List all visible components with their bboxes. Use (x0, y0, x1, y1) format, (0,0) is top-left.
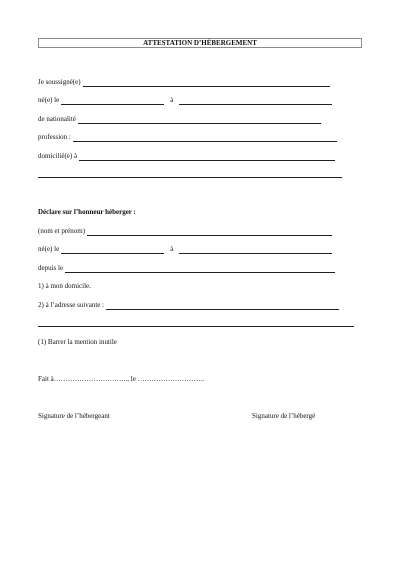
lieu-naissance-field[interactable] (179, 97, 332, 105)
profession-field[interactable] (73, 134, 337, 142)
soussigne-row (38, 78, 330, 87)
nationalite-row (38, 115, 321, 124)
mention-note: (1) Barrer la mention inutile (38, 338, 117, 346)
document-title: ATTESTATION D’HÉBERGEMENT (38, 38, 362, 48)
domicile-extra-line[interactable] (38, 177, 342, 178)
depuis-label: depuis le (38, 264, 64, 272)
a-label: à (170, 96, 174, 104)
adresse-row (38, 301, 339, 310)
nom-prenom-label: (nom et prénom) (38, 227, 86, 235)
heberge-naissance-row (38, 245, 332, 254)
soussigne-label: Je soussigné(e) (38, 78, 81, 86)
naissance-row (38, 96, 332, 105)
heberge-lieu-naissance-field[interactable] (179, 246, 332, 254)
domicile-row (38, 152, 335, 161)
heberge-ne-le-label: né(e) le (38, 245, 60, 253)
depuis-row (38, 264, 335, 273)
signature-hebergeant: Signature de l’hébergeant (38, 412, 110, 420)
date-naissance-field[interactable] (61, 97, 164, 105)
depuis-field[interactable] (65, 265, 335, 273)
nom-prenom-field[interactable] (87, 228, 332, 236)
heberge-a-label: à (170, 245, 174, 253)
domicile-field[interactable] (79, 153, 335, 161)
heberge-date-naissance-field[interactable] (61, 246, 164, 254)
domicilie-label: domicilié(e) à (38, 152, 78, 160)
profession-row (38, 133, 337, 142)
signature-heberge: Signature de l’hébergé (252, 412, 316, 420)
section-heading: Déclare sur l’honneur héberger : (38, 208, 136, 216)
soussigne-field[interactable] (83, 79, 330, 87)
nom-prenom-row (38, 227, 332, 236)
option-adresse-label: 2) à l’adresse suivante : (38, 301, 105, 309)
option-domicile: 1) à mon domicile. (38, 282, 91, 290)
fait-a-line: Fait à………………………….., le ……………………….. (38, 375, 205, 383)
ne-le-label: né(e) le (38, 96, 60, 104)
nationalite-field[interactable] (78, 116, 321, 124)
adresse-field[interactable] (106, 302, 339, 310)
nationalite-label: de nationalité (38, 115, 76, 123)
adresse-extra-line[interactable] (38, 326, 354, 327)
profession-label: profession : (38, 133, 71, 141)
